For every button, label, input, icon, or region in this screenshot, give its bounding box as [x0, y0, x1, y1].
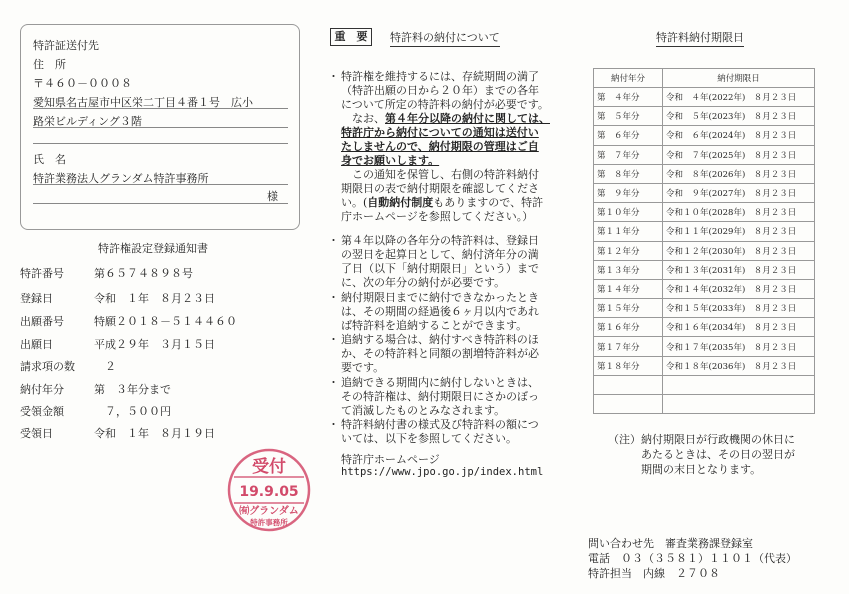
payment-year-cell: 第 ４年分 [594, 88, 663, 107]
due-date-cell: 令和 ４年(2022年) ８月２３日 [663, 88, 815, 107]
payment-year-cell: 第１１年分 [594, 222, 663, 241]
contact-dept: 問い合わせ先 審査業務課登録室 [588, 537, 753, 550]
received-stamp [226, 447, 312, 533]
due-date-table [593, 68, 815, 414]
table-row [594, 356, 815, 375]
payment-year-cell [594, 395, 663, 414]
due-date-cell: 令和１５年(2033年) ８月２３日 [663, 299, 815, 318]
table-row [594, 145, 815, 164]
payment-year-cell: 第１０年分 [594, 203, 663, 222]
due-date-cell: 令和 ６年(2024年) ８月２３日 [663, 126, 815, 145]
table-row [594, 88, 815, 107]
address-line-2: 路栄ビルディング３階 [33, 115, 142, 128]
important-title: 特許料の納付について [390, 29, 500, 47]
bullet-mark: ・ [328, 376, 339, 389]
p2-line-3: たしませんので、納付期限の管理はご自 [341, 140, 539, 153]
p2-prefix: なお、 [341, 112, 385, 125]
stamp-received-text: 受付 [252, 457, 286, 477]
due-date-cell: 令和１８年(2036年) ８月２３日 [663, 356, 815, 375]
p3-pre: い。( [341, 196, 368, 209]
table-row [594, 183, 815, 202]
payment-year-cell: 第１３年分 [594, 260, 663, 279]
payment-year-cell: 第１８年分 [594, 356, 663, 375]
address-label: 住 所 [33, 58, 66, 71]
b2-line-2: は、その期間の経過後６ヶ月以内であれ [341, 305, 539, 318]
registration-label: 出願日 [20, 338, 53, 351]
name-rule-1 [33, 184, 288, 185]
postal-code: 〒４６０－０００８ [33, 77, 132, 90]
payment-year-cell: 第 ７年分 [594, 145, 663, 164]
b1-line-3: 了日（以下「納付期限日」という）まで [341, 262, 539, 275]
notice-title: 特許権設定登録通知書 [98, 242, 208, 255]
table-row [594, 395, 815, 414]
table-row [594, 260, 815, 279]
p2-line-4: 身でお願いします。 [341, 154, 440, 167]
b5-line-2: いては、以下を参照してください。 [341, 432, 517, 445]
due-date-cell [663, 395, 815, 414]
b3-line-2: か、その特許料と同額の割増特許料が必 [341, 347, 539, 360]
note-line-1: （注）納付期限日が行政機関の休日に [608, 433, 795, 446]
table-row [594, 299, 815, 318]
due-date-cell [663, 375, 815, 394]
bullet-mark: ・ [328, 418, 339, 431]
due-date-cell: 令和１２年(2030年) ８月２３日 [663, 241, 815, 260]
due-date-cell: 令和１０年(2028年) ８月２３日 [663, 203, 815, 222]
b5-line-1: 特許料納付書の様式及び特許料の額につ [341, 418, 539, 431]
recipient-name: 特許業務法人グランダム特許事務所 [33, 172, 209, 185]
p1-line-2: （特許出願の日から２０年）までの各年 [341, 84, 539, 97]
p3-line-1: この通知を保管し、右側の特許料納付 [341, 168, 539, 181]
p1-line-1: 特許権を維持するには、存続期間の満了 [341, 70, 539, 83]
jpo-homepage-label: 特許庁ホームページ [341, 453, 440, 466]
registration-value: 平成２９年 ３月１５日 [94, 338, 215, 351]
table-row [594, 126, 815, 145]
address-rule-1 [33, 108, 288, 109]
stamp-date: 19.9.05 [239, 484, 299, 500]
address-box [20, 24, 300, 230]
table-row [594, 164, 815, 183]
registration-value: 第６５７４８９８号 [94, 267, 193, 280]
table-row [594, 279, 815, 298]
registration-label: 登録日 [20, 292, 53, 305]
b1-line-2: の翌日を起算日として、納付済年分の満 [341, 248, 539, 261]
registration-value: 令和 １年 ８月２３日 [94, 292, 215, 305]
table-row [594, 203, 815, 222]
payment-year-cell: 第 ８年分 [594, 164, 663, 183]
registration-label: 納付年分 [20, 383, 64, 396]
due-date-cell: 令和 ５年(2023年) ８月２３日 [663, 107, 815, 126]
name-rule-2 [33, 203, 288, 204]
payment-year-cell [594, 375, 663, 394]
bullet-mark: ・ [328, 333, 339, 346]
registration-value: 第 ３年分まで [94, 383, 171, 396]
due-date-cell: 令和 ７年(2025年) ８月２３日 [663, 145, 815, 164]
important-badge: 重 要 [330, 28, 372, 46]
registration-label: 受領日 [20, 427, 53, 440]
due-table-title: 特許料納付期限日 [656, 29, 744, 47]
b3-line-1: 追納する場合は、納付すべき特許料のほ [341, 333, 539, 346]
payment-year-cell: 第１４年分 [594, 279, 663, 298]
col-header-year: 納付年分 [594, 69, 663, 88]
payment-year-cell: 第１７年分 [594, 337, 663, 356]
bullet-mark: ・ [328, 291, 339, 304]
stamp-office: 特許事務所 [250, 518, 288, 527]
due-date-cell: 令和１６年(2034年) ８月２３日 [663, 318, 815, 337]
auto-payment-term: 自動納付制度 [367, 196, 434, 209]
registration-label: 出願番号 [20, 315, 64, 328]
payment-year-cell: 第１５年分 [594, 299, 663, 318]
due-date-cell: 令和 ８年(2026年) ８月２３日 [663, 164, 815, 183]
payment-year-cell: 第１６年分 [594, 318, 663, 337]
due-date-cell: 令和１４年(2032年) ８月２３日 [663, 279, 815, 298]
col-header-date: 納付期限日 [663, 69, 815, 88]
p3-line-4: 庁ホームページを参照してください。） [341, 210, 534, 223]
contact-phone: 電話 ０３（３５８１）１１０１（代表） [588, 552, 797, 565]
table-row [594, 318, 815, 337]
bullet-mark: ・ [328, 70, 339, 83]
registration-value: ２ [94, 360, 116, 373]
honorific: 様 [267, 190, 278, 203]
registration-value: ７，５００円 [94, 405, 171, 418]
bullet-mark: ・ [328, 234, 339, 247]
registration-label: 受領金額 [20, 405, 64, 418]
note-line-2: あたるときは、その日の翌日が [608, 448, 795, 461]
due-date-cell: 令和１１年(2029年) ８月２３日 [663, 222, 815, 241]
b2-line-3: ば特許料を追納することができます。 [341, 319, 528, 332]
jpo-homepage-url[interactable]: https://www.jpo.go.jp/index.html [341, 466, 544, 478]
table-row [594, 222, 815, 241]
address-line-1: 愛知県名古屋市中区栄二丁目４番１号 広小 [33, 96, 253, 109]
payment-year-cell: 第 ６年分 [594, 126, 663, 145]
registration-label: 請求項の数 [20, 360, 75, 373]
name-label: 氏 名 [33, 153, 66, 166]
payment-year-cell: 第 ９年分 [594, 183, 663, 202]
p2-emphasis: 第４年分以降の納付に関しては、 [385, 112, 550, 125]
due-date-cell: 令和１７年(2035年) ８月２３日 [663, 337, 815, 356]
note-line-3: 期間の末日となります。 [608, 463, 762, 476]
address-rule-2 [33, 127, 288, 128]
address-rule-3 [33, 143, 288, 144]
registration-label: 特許番号 [20, 267, 64, 280]
p3-line-2: 期限日の表で納付期限を確認してくださ [341, 182, 539, 195]
p1-line-3: について所定の特許料の納付が必要です。 [341, 98, 549, 111]
b2-line-1: 納付期限日までに納付できなかったとき [341, 291, 539, 304]
payment-year-cell: 第１２年分 [594, 241, 663, 260]
p3-post: もありますので、特許 [433, 196, 544, 209]
b4-line-2: その特許権は、納付期限日にさかのぼっ [341, 390, 539, 403]
stamp-firm: ㈲グランダム [239, 506, 299, 517]
due-date-cell: 令和 ９年(2027年) ８月２３日 [663, 183, 815, 202]
b1-line-4: に、次の年分の納付が必要です。 [341, 276, 506, 289]
registration-value: 特願２０１８－５１４４６０ [94, 315, 237, 328]
contact-extension: 特許担当 内線 ２７０８ [588, 567, 720, 580]
table-row [594, 107, 815, 126]
table-row [594, 337, 815, 356]
b4-line-3: て消滅したものとみなされます。 [341, 404, 506, 417]
p2-line-2: 特許庁から納付についての通知は送付い [341, 126, 539, 139]
b1-line-1: 第４年以降の各年分の特許料は、登録日 [341, 234, 539, 247]
table-row [594, 241, 815, 260]
address-heading: 特許証送付先 [33, 39, 99, 52]
due-date-cell: 令和１３年(2031年) ８月２３日 [663, 260, 815, 279]
registration-value: 令和 １年 ８月１９日 [94, 427, 215, 440]
b3-line-3: 要です。 [341, 361, 385, 374]
table-row [594, 375, 815, 394]
payment-year-cell: 第 ５年分 [594, 107, 663, 126]
b4-line-1: 追納できる期間内に納付しないときは、 [341, 376, 539, 389]
